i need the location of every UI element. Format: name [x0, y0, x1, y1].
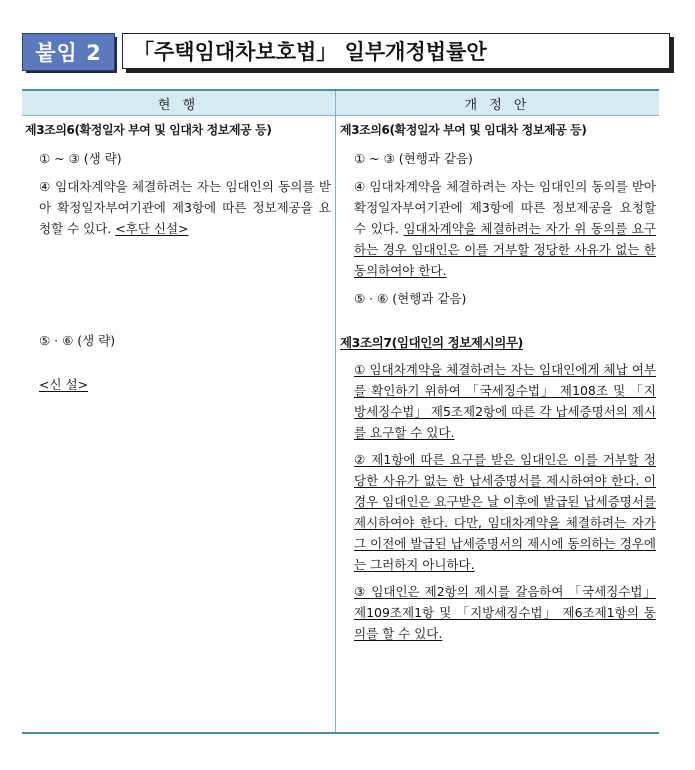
header-current: 현 행	[22, 91, 335, 116]
new-article-item-1: ① 임대차계약을 체결하려는 자는 임대인에게 체납 여부를 확인하기 위하여 「국세징수법」 제108조 및 「지방세징수법」 제5조제2항에 따른 각 납세증명서의 제시를 요구할 수 있다.	[354, 362, 656, 440]
new-article-item-3: ③ 임대인은 제2항의 제시를 갈음하여 「국세징수법」 제109조제1항 및 「지방세징수법」 제6조제1항의 동의를 할 수 있다.	[354, 584, 656, 641]
amendment-item-4	[340, 176, 656, 281]
header-amendment: 개 정 안	[336, 91, 659, 116]
current-section-heading: 제3조의6(확정일자 부여 및 임대차 정보제공 등)	[25, 123, 272, 137]
column-divider	[335, 91, 336, 732]
current-item-4	[25, 176, 331, 239]
table-bottom-border	[22, 732, 659, 734]
current-law-column	[25, 116, 331, 395]
amendment-items-5-6: ⑤ · ⑥ (현행과 같음)	[354, 291, 467, 306]
title-row	[22, 33, 674, 71]
amendment-item-4-text: ④ 임대차계약을 체결하려는 자는 임대인의 동의를 받아 확정일자부여기관에 제3항에 따른 정보제공을 요청할 수 있다.	[354, 179, 656, 236]
new-article-heading: 제3조의7(임대인의 정보제시의무)	[340, 335, 523, 350]
amendment-section-heading: 제3조의6(확정일자 부여 및 임대차 정보제공 등)	[340, 123, 587, 137]
attachment-badge: 붙임 2	[22, 33, 115, 71]
new-article-item-2: ② 제1항에 따른 요구를 받은 임대인은 이를 거부할 정당한 사유가 없는 한 납세증명서를 제시하여야 한다. 이 경우 임대인은 요구받은 날 이후에 발급된 납세증명서를 제시하여야 한다. 다만, 임대차계약을 체결하려는 자가 그 이전에 발급된 납세증명서의 제시에 동의하는 경우에는 그러하지 아니하다.	[354, 452, 656, 572]
amendment-column	[340, 116, 656, 644]
current-items-1-3: ① ~ ③ (생 략)	[39, 151, 122, 166]
comparison-table	[22, 89, 659, 734]
document-title: 「주택임대차보호법」 일부개정법률안	[122, 33, 670, 69]
amendment-item-4-added: 임대차계약을 체결하려는 자가 위 동의를 요구하는 경우 임대인은 이를 거부할 정당한 사유가 없는 한 동의하여야 한다.	[354, 221, 656, 278]
amendment-items-1-3: ① ~ ③ (현행과 같음)	[354, 151, 473, 166]
current-item-4-note: <후단 신설>	[115, 221, 189, 236]
current-items-5-6: ⑤ · ⑥ (생 략)	[39, 333, 116, 348]
current-new-note: <신 설>	[39, 377, 89, 392]
current-item-4-text: ④ 임대차계약을 체결하려는 자는 임대인의 동의를 받아 확정일자부여기관에 제3항에 따른 정보제공을 요청할 수 있다.	[39, 179, 331, 236]
